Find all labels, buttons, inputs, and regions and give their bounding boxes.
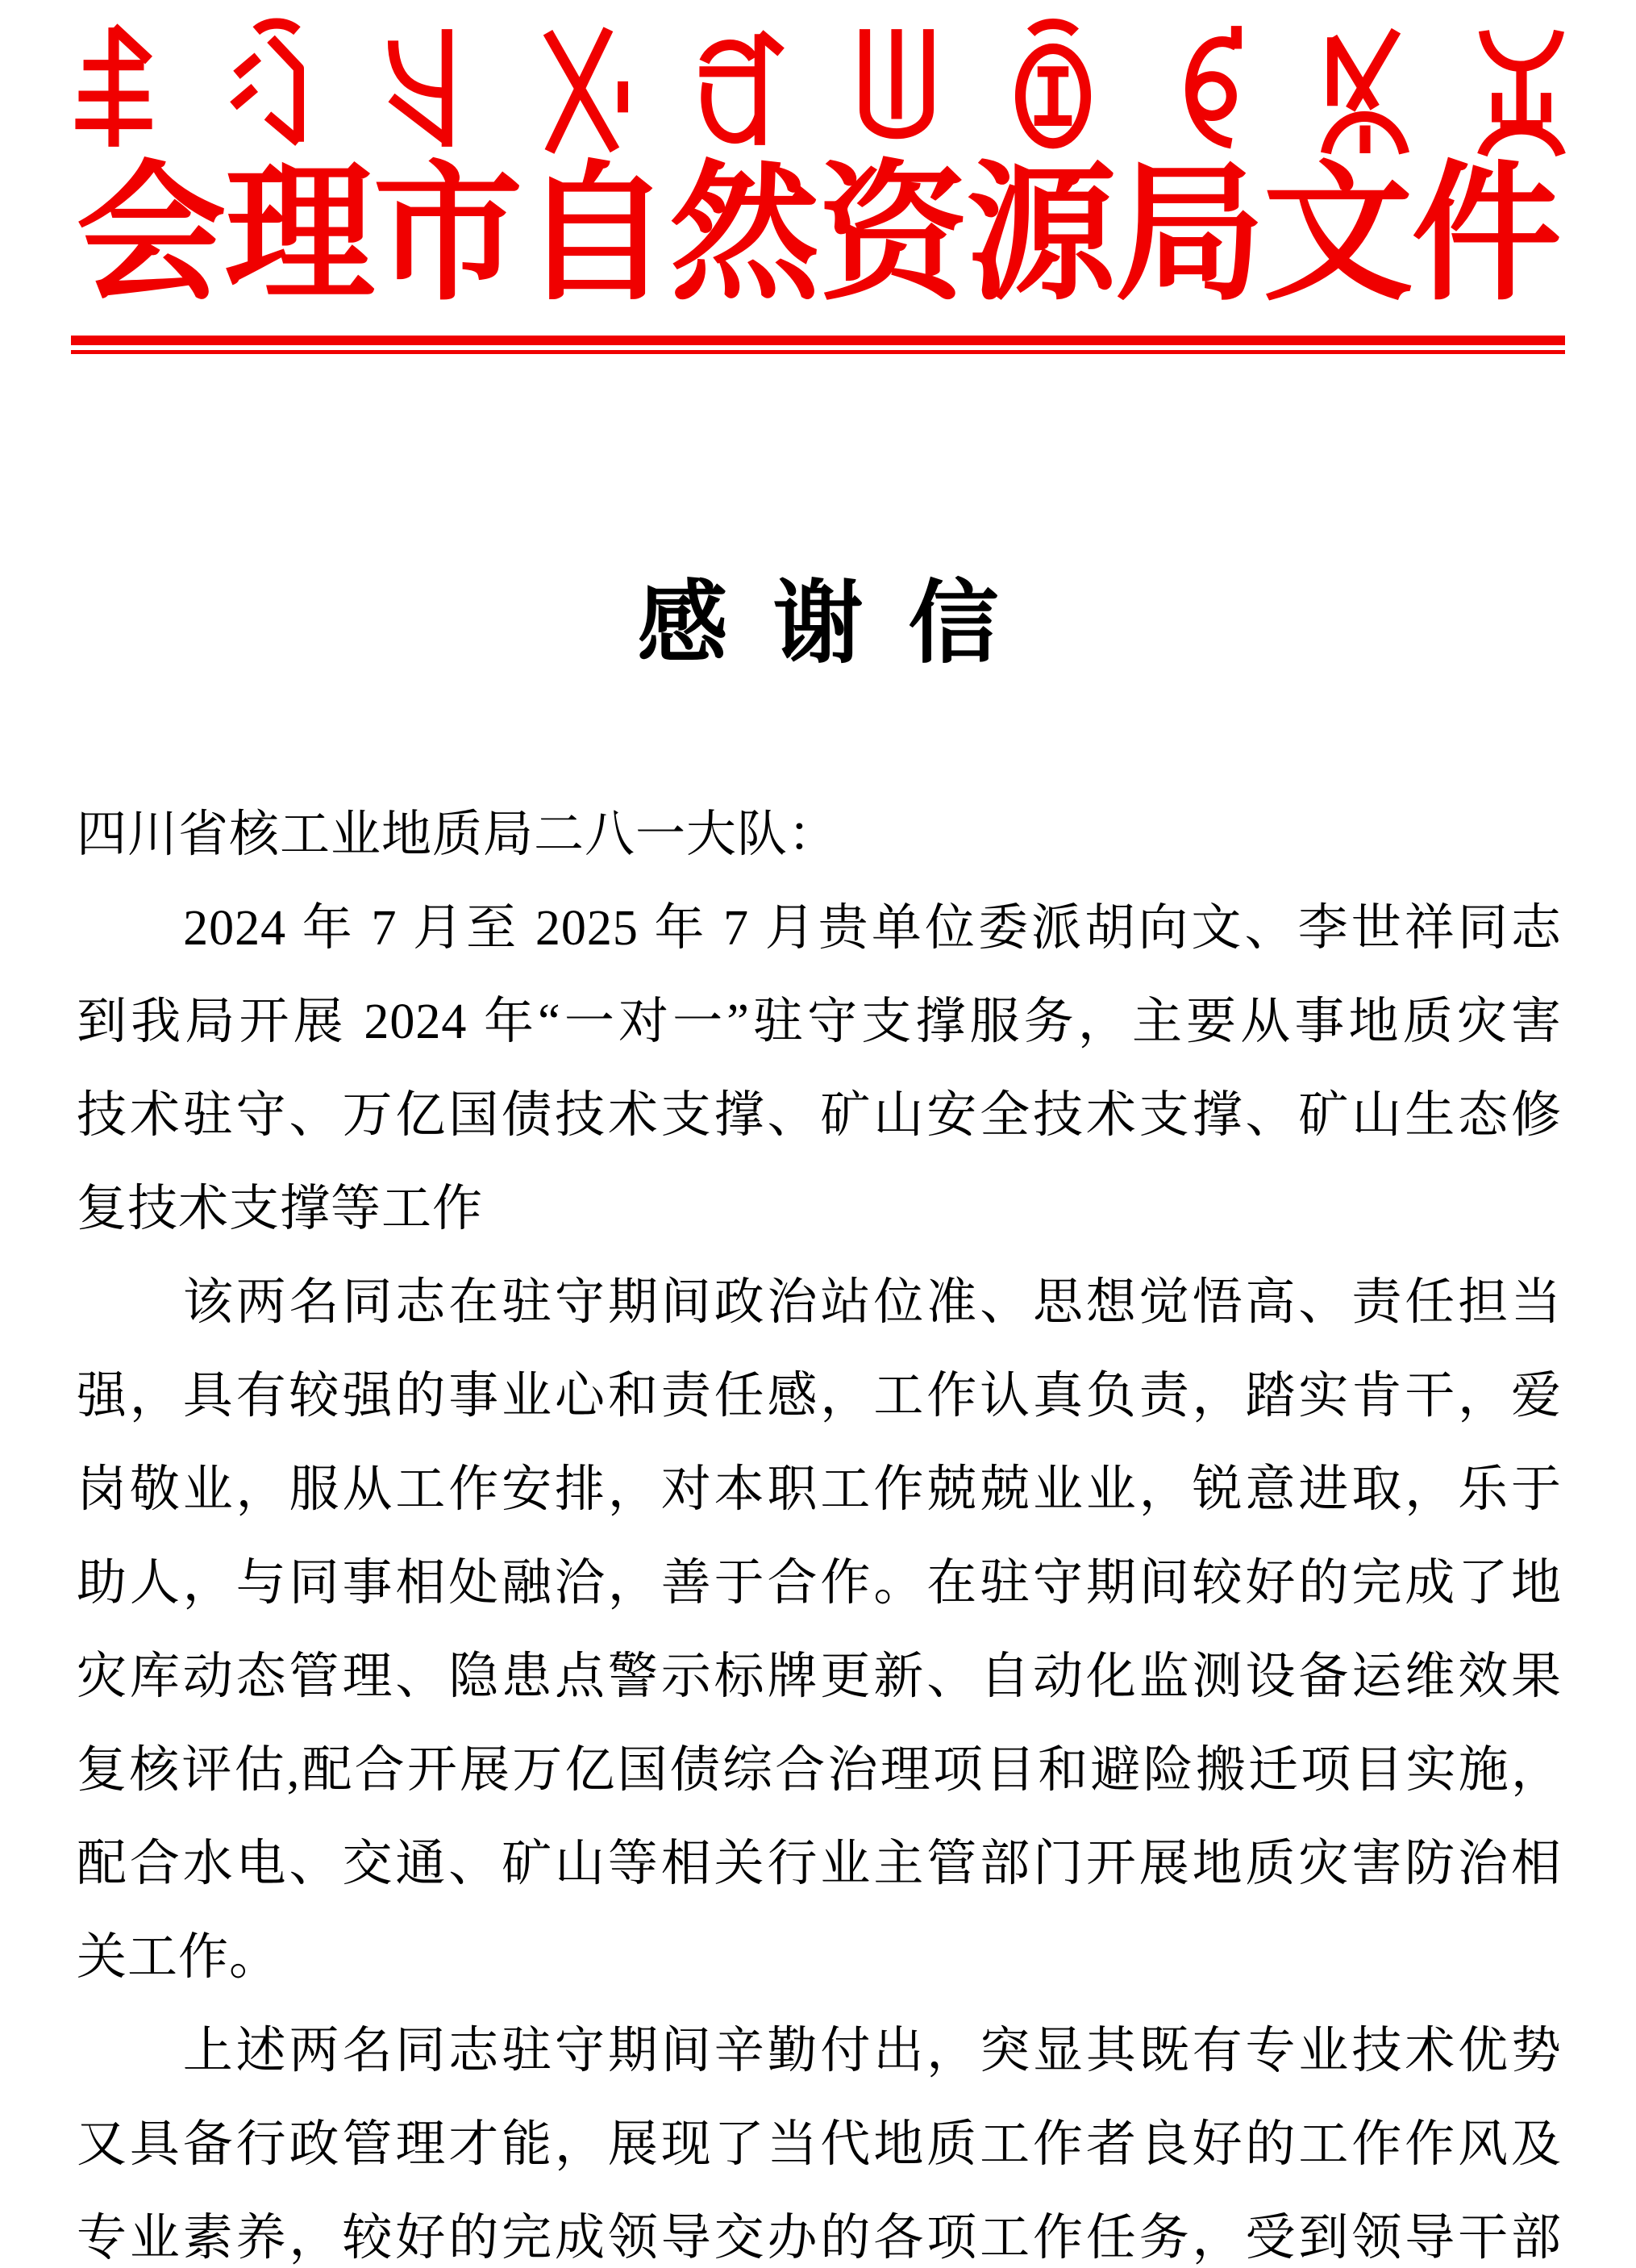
body-line: 强，具有较强的事业心和责任感，工作认真负责，踏实肯干，爱 <box>77 1369 1562 1424</box>
body-line: 复技术支撑等工作 <box>77 1182 484 1236</box>
body-line: 配合水电、交通、矿山等相关行业主管部门开展地质灾害防治相 <box>77 1836 1562 1891</box>
body-line: 2024 年 7 月至 2025 年 7 月贵单位委派胡向文、李世祥同志 <box>77 901 1562 956</box>
body-line: 助人，与同事相处融洽，善于合作。在驻守期间较好的完成了地 <box>77 1556 1562 1611</box>
yi-script-row <box>69 18 1567 156</box>
yi-script-glyph-1 <box>69 18 159 156</box>
body-line: 岗敬业，服从工作安排，对本职工作兢兢业业，锐意进取，乐于 <box>77 1462 1562 1517</box>
yi-script-glyph-3 <box>381 18 472 156</box>
body-line: 专业素养，较好的完成领导交办的各项工作任务，受到领导干部 <box>77 2211 1562 2266</box>
yi-script-glyph-8 <box>1164 18 1255 156</box>
salutation-line: 四川省核工业地质局二八一大队： <box>77 807 839 862</box>
body-line: 关工作。 <box>77 1930 281 1985</box>
letterhead-rule-thick <box>71 336 1565 345</box>
yi-script-glyph-5 <box>694 18 785 156</box>
body-line: 灾库动态管理、隐患点警示标牌更新、自动化监测设备运维效果 <box>77 1649 1562 1704</box>
yi-script-glyph-6 <box>851 18 942 156</box>
yi-script-glyph-2 <box>225 18 315 156</box>
body-line: 上述两名同志驻守期间辛勤付出，突显其既有专业技术优势 <box>77 2024 1562 2078</box>
body-line: 到我局开展 2024 年“一对一”驻守支撑服务，主要从事地质灾害 <box>77 994 1562 1049</box>
agency-title: 会理市自然资源局文件 <box>76 152 1560 319</box>
yi-script-glyph-9 <box>1321 18 1411 156</box>
body-line: 技术驻守、万亿国债技术支撑、矿山安全技术支撑、矿山生态修 <box>77 1088 1562 1143</box>
letter-title: 感谢信 <box>637 574 1044 674</box>
body-line: 又具备行政管理才能，展现了当代地质工作者良好的工作作风及 <box>77 2117 1562 2172</box>
yi-script-glyph-10 <box>1477 18 1567 156</box>
yi-script-glyph-7 <box>1008 18 1098 156</box>
letter-body <box>77 788 1562 2268</box>
letterhead-rule-thin <box>71 350 1565 354</box>
body-line: 该两名同志在驻守期间政治站位准、思想觉悟高、责任担当 <box>77 1275 1562 1330</box>
body-line: 复核评估,配合开展万亿国债综合治理项目和避险搬迁项目实施， <box>77 1743 1562 1798</box>
yi-script-glyph-4 <box>538 18 628 156</box>
